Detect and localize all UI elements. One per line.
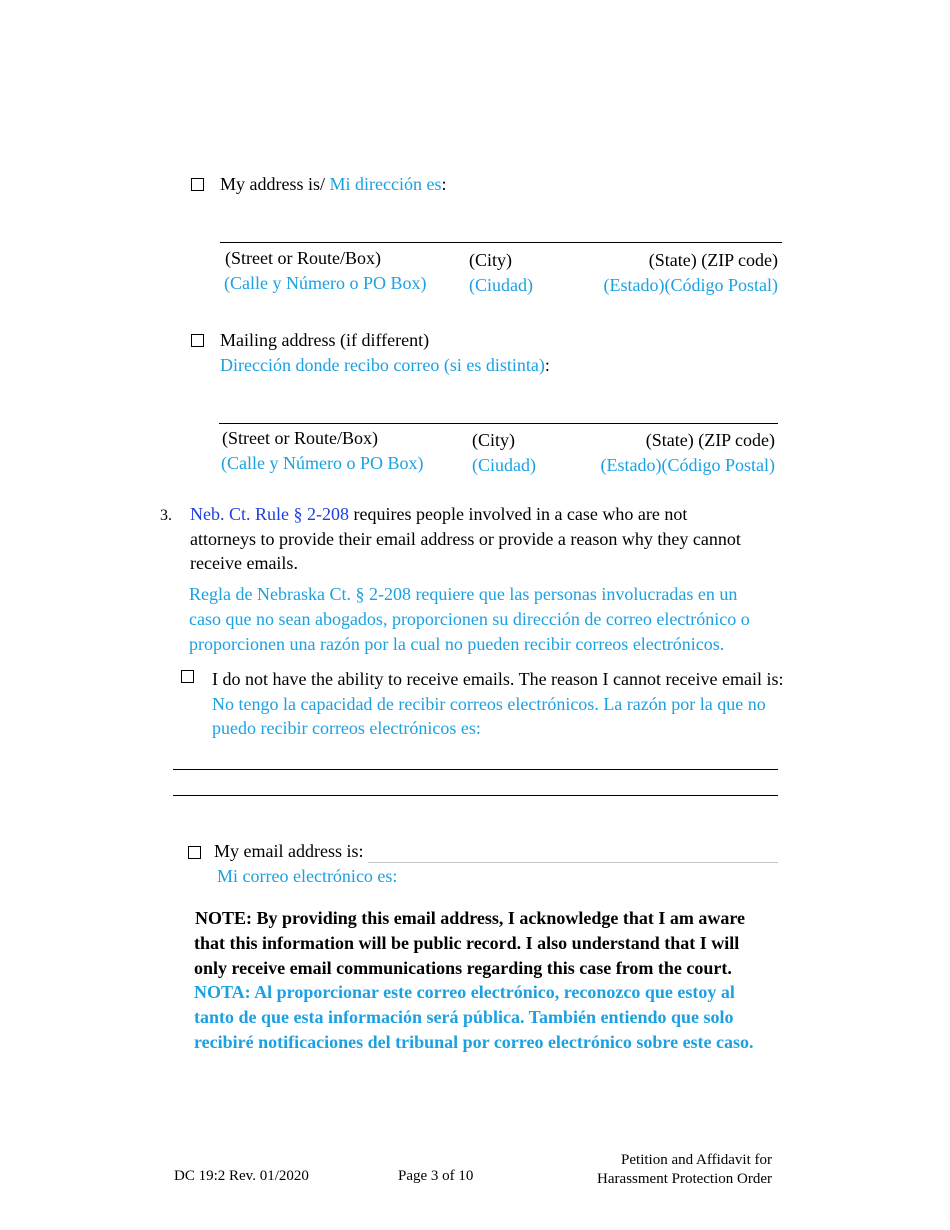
footer-title-1: Petition and Affidavit for	[621, 1152, 772, 1168]
footer-title-2: Harassment Protection Order	[597, 1171, 772, 1187]
rule-link[interactable]: Neb. Ct. Rule § 2-208	[190, 504, 349, 524]
reason-line-2[interactable]	[173, 795, 778, 796]
section3-text-en-3: receive emails.	[190, 553, 298, 573]
mailing-state-zip-label-es: (Estado)(Código Postal)	[600, 455, 775, 475]
address-city-label-en: (City)	[469, 250, 512, 270]
no-email-checkbox[interactable]	[181, 670, 194, 683]
section-number: 3.	[160, 507, 172, 524]
mailing-street-label-en: (Street or Route/Box)	[222, 428, 378, 448]
mailing-address-label: Mailing address (if different)	[220, 330, 430, 350]
address-city-label-es: (Ciudad)	[469, 275, 533, 295]
footer-page-number: Page 3 of 10	[398, 1168, 474, 1184]
mailing-address-checkbox[interactable]	[191, 334, 204, 347]
note-en-1: NOTE: By providing this email address, I acknowledge that I am aware	[195, 908, 746, 928]
address-street-label-en: (Street or Route/Box)	[225, 248, 381, 268]
address-state-zip-label-en: (State) (ZIP code)	[648, 250, 778, 270]
footer-form-id: DC 19:2 Rev. 01/2020	[174, 1168, 309, 1184]
no-email-label-es-1: No tengo la capacidad de recibir correos electrónicos. La razón por la que no	[212, 694, 766, 714]
section3-text-en-2: attorneys to provide their email address or provide a reason why they cannot	[190, 529, 741, 549]
mailing-street-label-es: (Calle y Número o PO Box)	[221, 453, 424, 473]
email-address-label-es: Mi correo electrónico es:	[217, 866, 398, 886]
section3-text-en-1: Neb. Ct. Rule § 2-208 requires people involved in a case who are not	[190, 504, 688, 524]
my-address-label: My address is/ Mi dirección es:	[220, 174, 447, 194]
my-address-checkbox[interactable]	[191, 178, 204, 191]
address-street-label-es: (Calle y Número o PO Box)	[224, 273, 427, 293]
note-es-2: tanto de que esta información será pública. También entiendo que solo	[194, 1007, 734, 1027]
email-address-label-en: My email address is:	[214, 841, 364, 861]
email-address-checkbox[interactable]	[188, 846, 201, 859]
note-es-3: recibiré notificaciones del tribunal por correo electrónico sobre este caso.	[194, 1032, 754, 1052]
section3-text-es-1: Regla de Nebraska Ct. § 2-208 requiere que las personas involucradas en un	[189, 584, 738, 604]
note-es-1: NOTA: Al proporcionar este correo electrónico, reconozco que estoy al	[194, 982, 735, 1002]
section3-text-es-3: proporcionen una razón por la cual no pueden recibir correos electrónicos.	[189, 634, 725, 654]
mailing-address-line[interactable]	[219, 423, 778, 424]
mailing-state-zip-label-en: (State) (ZIP code)	[645, 430, 775, 450]
mailing-city-label-es: (Ciudad)	[472, 455, 536, 475]
address-state-zip-label-es: (Estado)(Código Postal)	[603, 275, 778, 295]
address-line[interactable]	[220, 242, 782, 243]
email-address-line[interactable]	[368, 862, 778, 863]
mailing-address-label-es: Dirección donde recibo correo (si es distinta):	[220, 355, 550, 375]
note-en-3: only receive email communications regarding this case from the court.	[194, 958, 732, 978]
mailing-city-label-en: (City)	[472, 430, 515, 450]
reason-line-1[interactable]	[173, 769, 778, 770]
note-en-2: that this information will be public record. I also understand that I will	[194, 933, 740, 953]
no-email-label-es-2: puedo recibir correos electrónicos es:	[212, 718, 481, 738]
section3-text-es-2: caso que no sean abogados, proporcionen su dirección de correo electrónico o	[189, 609, 750, 629]
no-email-label-en: I do not have the ability to receive emails. The reason I cannot receive email is:	[212, 669, 784, 689]
